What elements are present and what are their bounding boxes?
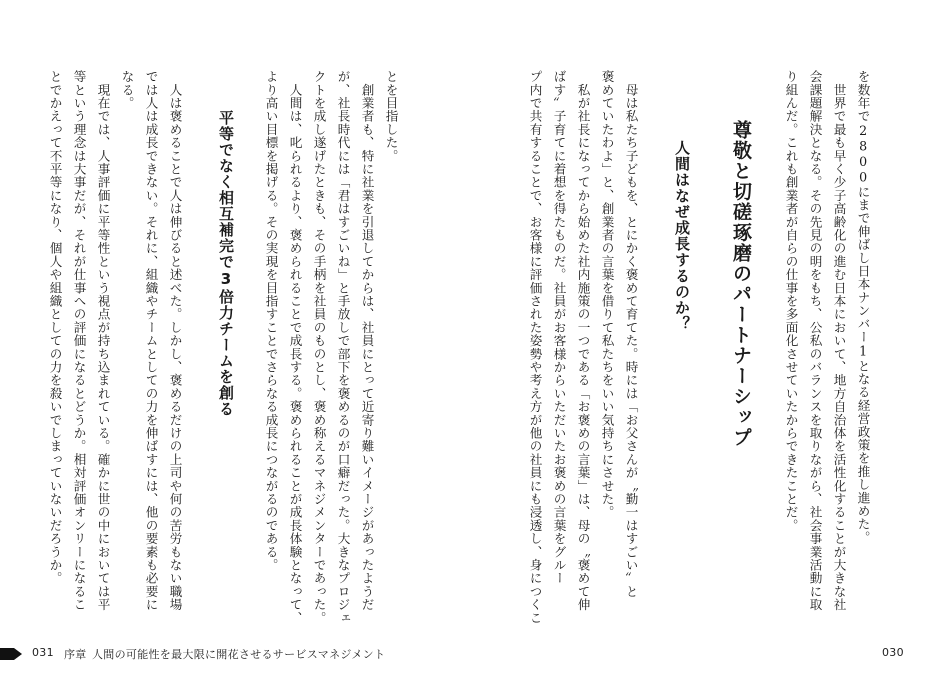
body-line: ばす〟子育てに着想を得たものだ。社員がお客様からいただいたお褒めの言葉をグルー [551, 70, 567, 585]
footer-marker-arrow-icon [14, 648, 22, 660]
section-heading: 尊敬と切磋琢磨のパートナーシップ [730, 120, 752, 448]
body-line: 人は褒めることで人は伸びると述べた。しかし、褒めるだけの上司や何の苦労もない職場 [167, 70, 183, 612]
body-line: とでかえって不平等になり、個人や組織としての力を殺いでしまっていないだろうか。 [47, 70, 63, 585]
footer-marker-bar [0, 648, 14, 660]
body-line: 現在では、人事評価に平等性という視点が持ち込まれている。確かに世の中においては平 [95, 70, 111, 612]
body-line: 等という理念は大事だが、それが仕事への評価になるとどうか。相対評価オンリーになるこ [71, 70, 87, 612]
body-line: 私が社長になってから始めた社内施策の一つである「お褒めの言葉」は、母の〝褒めて伸 [575, 70, 591, 612]
body-line: クトを成し遂げたときも、その手柄を社員のものとし、褒め称えるマネジメンターであった。 [311, 70, 327, 625]
body-line: では人は成長できない。それに、組織やチームとしての力を伸ばすには、他の要素も必要に [143, 70, 159, 612]
left-page-number: 031 [32, 646, 54, 659]
subsection-heading: 人間はなぜ成長するのか？ [673, 140, 691, 332]
body-line: 母は私たち子どもを、とにかく褒めて育てた。時には「お父さんが〝勤一はすごい〟と [623, 70, 639, 598]
body-line: 創業者も、特に社業を引退してからは、社員にとって近寄り難いイメージがあったようだ [359, 70, 375, 612]
body-line: とを目指した。 [383, 70, 399, 163]
body-line: なる。 [119, 70, 135, 110]
body-line: が、社長時代には「君はすごいね」と手放しで部下を褒めるのが口癖だった。大きなプロジェ [335, 70, 351, 625]
body-line: より高い目標を掲げる。その実現を目指すことでさらなる成長につながるのである。 [263, 70, 279, 572]
body-line: り組んだ。これも創業者が自らの仕事を多面化させていたからできたことだ。 [783, 70, 799, 532]
body-line: 世界で最も早く少子高齢化の進む日本において、地方自治体を活性化することが大きな社 [831, 70, 847, 612]
chapter-label: 序章 [64, 648, 87, 661]
running-title: 人間の可能性を最大限に開花させるサービスマネジメント [92, 648, 386, 661]
body-line: を数年で2800にまで伸ばし日本ナンバー1となる経営政策を推し進めた。 [855, 70, 871, 544]
right-page-number: 030 [882, 646, 904, 659]
body-line: 会課題解決となる。その先見の明をもち、公私のバランスを取りながら、社会事業活動に取 [807, 70, 823, 612]
body-line: 褒めていたわよ」と、創業者の言葉を借りて私たちをいい気持ちにさせた。 [599, 70, 615, 519]
body-line: 人間は、叱られるより、褒められることで成長する。褒められることが成長体験となって、 [287, 70, 303, 625]
subsection-heading: 平等でなく相互補完で3倍力チームを創る [217, 110, 235, 417]
body-line: プ内で共有することで、お客様に評価された姿勢や考え方が他の社員にも浸透し、身につくこ [527, 70, 543, 625]
